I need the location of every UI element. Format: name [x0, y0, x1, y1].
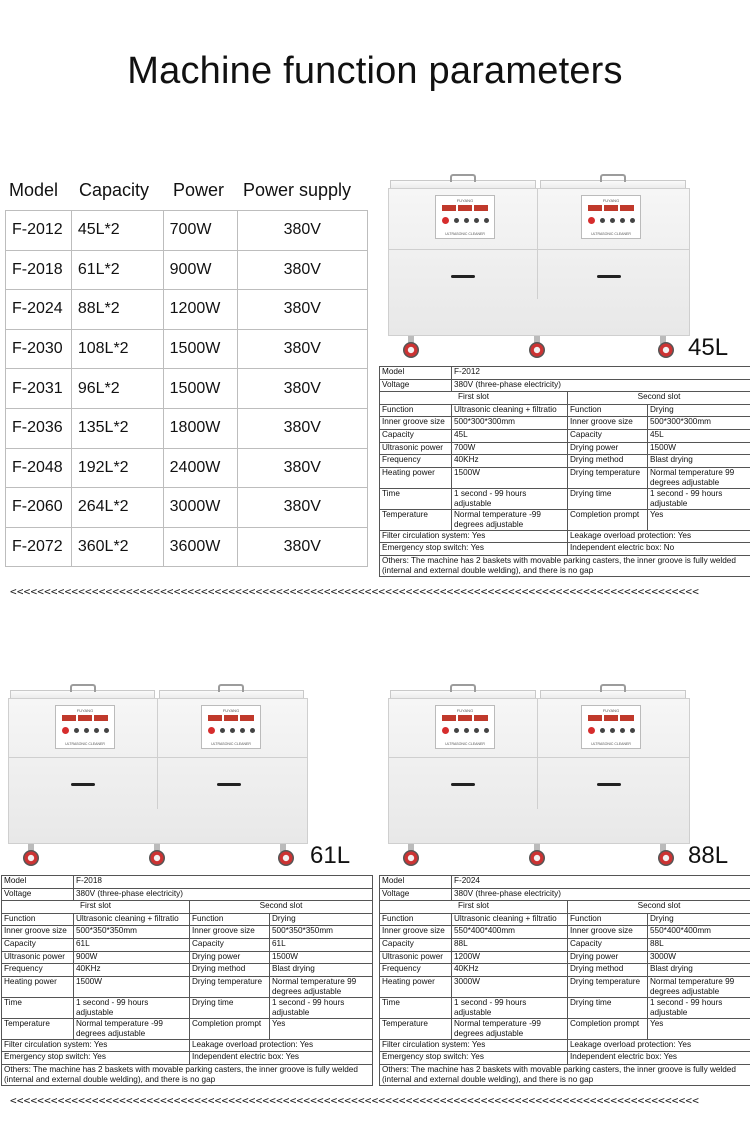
table-row [380, 442, 750, 455]
caster-wheel-icon [23, 850, 39, 866]
spec-value: Yes [648, 1018, 750, 1039]
spec-value: Blast drying [648, 455, 750, 468]
spec-label: Drying method [190, 964, 270, 977]
spec-value: Normal temperature -99 degrees adjustable [452, 1018, 568, 1039]
table-row [2, 997, 373, 1018]
panel-brand: FUYANG [602, 708, 620, 713]
capacity-value: 45L [452, 429, 568, 442]
table-row [2, 913, 373, 926]
table-row [380, 951, 750, 964]
function-label: Function [568, 404, 648, 417]
panel-caption: ULTRASONIC CLEANER [591, 232, 631, 236]
leakage-text: Leakage overload protection: Yes [568, 530, 750, 543]
voltage-value: 380V (three-phase electricity) [74, 888, 373, 901]
cell-power: 1500W [163, 369, 237, 409]
spec-value: Yes [648, 509, 750, 530]
table-row [2, 964, 373, 977]
section-separator: <<<<<<<<<<<<<<<<<<<<<<<<<<<<<<<<<<<<<<<<<<<<<<<<<<<<<<<<<<<<<<<<<<<<<<<<<<<<<<<<<<<<<<<<<<<<<<<<<<<<< [10, 1094, 700, 1107]
table-row [2, 876, 373, 889]
table-row [380, 429, 750, 442]
voltage-value: 380V (three-phase electricity) [452, 379, 750, 392]
spec-label: Ultrasonic power [2, 951, 74, 964]
spec-label: Heating power [380, 467, 452, 488]
voltage-value: 380V (three-phase electricity) [452, 888, 750, 901]
caster-wheel-icon [278, 850, 294, 866]
table-row [380, 901, 750, 914]
capacity-label: Capacity [568, 938, 648, 951]
model-label: Model [380, 876, 452, 889]
cell-power-supply: 380V [237, 408, 367, 448]
spec-label: Frequency [2, 964, 74, 977]
panel-caption: ULTRASONIC CLEANER [591, 742, 631, 746]
spec-label: Drying temperature [568, 467, 648, 488]
others-text: Others: The machine has 2 baskets with movable parking casters, the inner groove is fully welded (internal and external double welding), and there is no gap [380, 1064, 750, 1085]
spec-label: Drying power [190, 951, 270, 964]
spec-label: Heating power [2, 976, 74, 997]
spec-value: 40KHz [452, 455, 568, 468]
cell-model: F-2031 [6, 369, 72, 409]
spec-value: Normal temperature -99 degrees adjustable [452, 509, 568, 530]
panel-caption: ULTRASONIC CLEANER [445, 742, 485, 746]
second-slot-header: Second slot [568, 392, 750, 405]
cell-power: 3600W [163, 527, 237, 567]
spec-label: Drying time [568, 488, 648, 509]
table-row [2, 888, 373, 901]
table-row [2, 1052, 373, 1065]
spec-value: 1 second - 99 hours adjustable [452, 997, 568, 1018]
spec-label: Time [380, 997, 452, 1018]
table-row [380, 367, 750, 380]
spec-value: Yes [270, 1018, 373, 1039]
spec-label: Completion prompt [190, 1018, 270, 1039]
models-table [5, 170, 368, 567]
capacity-label: Capacity [380, 429, 452, 442]
spec-value: 700W [452, 442, 568, 455]
panel-caption: ULTRASONIC CLEANER [211, 742, 251, 746]
control-panel [201, 705, 261, 749]
leakage-text: Leakage overload protection: Yes [190, 1039, 373, 1052]
page-title: Machine function parameters [127, 50, 623, 92]
spec-value: Normal temperature 99 degrees adjustable [270, 976, 373, 997]
control-panel [435, 705, 495, 749]
models-table-body [5, 210, 368, 567]
header-power: Power [173, 179, 225, 200]
spec-label: Time [380, 488, 452, 509]
function-label: Function [568, 913, 648, 926]
estop-text: Emergency stop switch: Yes [380, 1052, 568, 1065]
cell-power: 700W [163, 211, 237, 251]
cell-power-supply: 380V [237, 211, 367, 251]
function-label: Function [380, 404, 452, 417]
table-row [6, 369, 368, 409]
leakage-text: Leakage overload protection: Yes [568, 1039, 750, 1052]
table-row [6, 488, 368, 528]
table-row [2, 926, 373, 939]
table-row [380, 404, 750, 417]
machine-image-61l [8, 690, 308, 866]
cell-model: F-2036 [6, 408, 72, 448]
cell-model: F-2012 [6, 211, 72, 251]
function-value: Drying [270, 913, 373, 926]
capacity-label: Capacity [380, 938, 452, 951]
table-row [2, 1064, 373, 1085]
table-row [380, 938, 750, 951]
cell-capacity: 264L*2 [71, 488, 163, 528]
model-value: F-2018 [74, 876, 373, 889]
spec-label: Temperature [380, 1018, 452, 1039]
table-row [380, 392, 750, 405]
spec-label: Drying method [568, 455, 648, 468]
panel-caption: ULTRASONIC CLEANER [445, 232, 485, 236]
caster-wheel-icon [529, 850, 545, 866]
second-slot-header: Second slot [568, 901, 750, 914]
spec-value: 1500W [452, 467, 568, 488]
spec-value: Normal temperature 99 degrees adjustable [648, 976, 750, 997]
groove-value: 500*350*350mm [74, 926, 190, 939]
table-row [6, 290, 368, 330]
cell-model: F-2018 [6, 250, 72, 290]
model-value: F-2012 [452, 367, 750, 380]
model-value: F-2024 [452, 876, 750, 889]
capacity-label: Capacity [568, 429, 648, 442]
spec-label: Drying temperature [190, 976, 270, 997]
spec-table-88l [379, 875, 750, 1086]
cell-power: 3000W [163, 488, 237, 528]
caster-wheel-icon [149, 850, 165, 866]
table-row [2, 1039, 373, 1052]
cell-model: F-2060 [6, 488, 72, 528]
machine-image-45l [388, 180, 690, 358]
caster-wheel-icon [403, 850, 419, 866]
table-row [380, 926, 750, 939]
cell-power-supply: 380V [237, 488, 367, 528]
spec-label: Heating power [380, 976, 452, 997]
capacity-value: 88L [648, 938, 750, 951]
others-text: Others: The machine has 2 baskets with movable parking casters, the inner groove is fully welded (internal and external double welding), and there is no gap [380, 555, 750, 576]
table-row [6, 250, 368, 290]
function-value: Drying [648, 404, 750, 417]
spec-label: Completion prompt [568, 1018, 648, 1039]
spec-value: 1200W [452, 951, 568, 964]
spec-value: 1 second - 99 hours adjustable [648, 488, 750, 509]
spec-label: Ultrasonic power [380, 951, 452, 964]
function-value: Ultrasonic cleaning + filtratio [74, 913, 190, 926]
table-row [6, 329, 368, 369]
section-separator: <<<<<<<<<<<<<<<<<<<<<<<<<<<<<<<<<<<<<<<<<<<<<<<<<<<<<<<<<<<<<<<<<<<<<<<<<<<<<<<<<<<<<<<<<<<<<<<<<<<<< [10, 585, 700, 598]
table-row [380, 543, 750, 556]
panel-brand: FUYANG [602, 198, 620, 203]
volume-label: 61L [310, 842, 351, 869]
function-label: Function [190, 913, 270, 926]
table-row [380, 876, 750, 889]
cell-power-supply: 380V [237, 329, 367, 369]
function-value: Drying [648, 913, 750, 926]
volume-label: 88L [688, 842, 729, 869]
second-slot-header: Second slot [190, 901, 373, 914]
panel-brand: FUYANG [222, 708, 240, 713]
filter-text: Filter circulation system: Yes [380, 1039, 568, 1052]
cell-power: 1200W [163, 290, 237, 330]
spec-table-45l [379, 366, 750, 577]
spec-value: Blast drying [648, 964, 750, 977]
table-row [6, 211, 368, 251]
table-row [380, 467, 750, 488]
cell-power-supply: 380V [237, 250, 367, 290]
spec-value: 1 second - 99 hours adjustable [452, 488, 568, 509]
capacity-label: Capacity [2, 938, 74, 951]
table-row [380, 530, 750, 543]
volume-label: 45L [688, 334, 729, 361]
voltage-label: Voltage [380, 888, 452, 901]
panel-brand: FUYANG [456, 198, 474, 203]
voltage-label: Voltage [380, 379, 452, 392]
cell-power-supply: 380V [237, 448, 367, 488]
spec-value: 3000W [648, 951, 750, 964]
control-panel [581, 195, 641, 239]
models-table-header [5, 170, 368, 210]
header-model: Model [9, 179, 59, 200]
cell-power: 1500W [163, 329, 237, 369]
table-row [380, 964, 750, 977]
model-label: Model [380, 367, 452, 380]
table-row [2, 1018, 373, 1039]
table-row [2, 951, 373, 964]
cell-model: F-2030 [6, 329, 72, 369]
groove-value: 500*300*300mm [452, 417, 568, 430]
capacity-value: 61L [74, 938, 190, 951]
cell-power: 2400W [163, 448, 237, 488]
table-row [380, 555, 750, 576]
spec-value: Normal temperature -99 degrees adjustable [74, 1018, 190, 1039]
spec-value: 900W [74, 951, 190, 964]
table-row [380, 1039, 750, 1052]
capacity-value: 45L [648, 429, 750, 442]
control-panel [581, 705, 641, 749]
spec-table-61l [1, 875, 373, 1086]
caster-wheel-icon [403, 342, 419, 358]
spec-label: Drying method [568, 964, 648, 977]
cell-capacity: 88L*2 [71, 290, 163, 330]
table-row [380, 509, 750, 530]
spec-label: Drying power [568, 951, 648, 964]
capacity-value: 61L [270, 938, 373, 951]
model-label: Model [2, 876, 74, 889]
filter-text: Filter circulation system: Yes [380, 530, 568, 543]
cell-power: 1800W [163, 408, 237, 448]
table-row [380, 488, 750, 509]
cell-power-supply: 380V [237, 290, 367, 330]
spec-value: Normal temperature 99 degrees adjustable [648, 467, 750, 488]
groove-value: 550*400*400mm [648, 926, 750, 939]
first-slot-header: First slot [2, 901, 190, 914]
spec-label: Frequency [380, 455, 452, 468]
cell-capacity: 135L*2 [71, 408, 163, 448]
table-row [2, 938, 373, 951]
spec-label: Temperature [380, 509, 452, 530]
panel-brand: FUYANG [456, 708, 474, 713]
control-panel [55, 705, 115, 749]
groove-label: Inner groove size [568, 926, 648, 939]
panel-brand: FUYANG [76, 708, 94, 713]
first-slot-header: First slot [380, 901, 568, 914]
spec-label: Drying time [568, 997, 648, 1018]
groove-label: Inner groove size [568, 417, 648, 430]
electric-box-text: Independent electric box: Yes [568, 1052, 750, 1065]
spec-value: 1 second - 99 hours adjustable [648, 997, 750, 1018]
spec-label: Ultrasonic power [380, 442, 452, 455]
cell-capacity: 96L*2 [71, 369, 163, 409]
cell-capacity: 45L*2 [71, 211, 163, 251]
spec-value: 1 second - 99 hours adjustable [270, 997, 373, 1018]
table-row [380, 976, 750, 997]
function-label: Function [2, 913, 74, 926]
groove-value: 500*300*300mm [648, 417, 750, 430]
spec-label: Drying temperature [568, 976, 648, 997]
spec-label: Temperature [2, 1018, 74, 1039]
machine-image-88l [388, 690, 690, 866]
spec-value: 1 second - 99 hours adjustable [74, 997, 190, 1018]
capacity-label: Capacity [190, 938, 270, 951]
function-value: Ultrasonic cleaning + filtratio [452, 404, 568, 417]
table-row [6, 527, 368, 567]
caster-wheel-icon [658, 342, 674, 358]
first-slot-header: First slot [380, 392, 568, 405]
groove-value: 550*400*400mm [452, 926, 568, 939]
estop-text: Emergency stop switch: Yes [380, 543, 568, 556]
groove-label: Inner groove size [2, 926, 74, 939]
spec-label: Time [2, 997, 74, 1018]
spec-value: 3000W [452, 976, 568, 997]
table-row [380, 455, 750, 468]
cell-capacity: 108L*2 [71, 329, 163, 369]
estop-text: Emergency stop switch: Yes [2, 1052, 190, 1065]
cell-power-supply: 380V [237, 369, 367, 409]
voltage-label: Voltage [2, 888, 74, 901]
caster-wheel-icon [658, 850, 674, 866]
spec-value: 40KHz [452, 964, 568, 977]
spec-label: Drying time [190, 997, 270, 1018]
table-row [380, 997, 750, 1018]
table-row [380, 888, 750, 901]
function-label: Function [380, 913, 452, 926]
table-row [380, 1018, 750, 1039]
table-row [380, 913, 750, 926]
spec-label: Drying power [568, 442, 648, 455]
table-row [6, 408, 368, 448]
spec-value: 1500W [270, 951, 373, 964]
caster-wheel-icon [529, 342, 545, 358]
control-panel [435, 195, 495, 239]
panel-caption: ULTRASONIC CLEANER [65, 742, 105, 746]
cell-model: F-2024 [6, 290, 72, 330]
filter-text: Filter circulation system: Yes [2, 1039, 190, 1052]
cell-capacity: 61L*2 [71, 250, 163, 290]
cell-model: F-2048 [6, 448, 72, 488]
table-row [380, 1052, 750, 1065]
electric-box-text: Independent electric box: Yes [190, 1052, 373, 1065]
groove-value: 500*350*350mm [270, 926, 373, 939]
spec-value: Blast drying [270, 964, 373, 977]
table-row [380, 1064, 750, 1085]
header-capacity: Capacity [79, 179, 150, 200]
cell-capacity: 360L*2 [71, 527, 163, 567]
groove-label: Inner groove size [380, 926, 452, 939]
spec-value: 1500W [74, 976, 190, 997]
cell-power: 900W [163, 250, 237, 290]
table-row [6, 448, 368, 488]
groove-label: Inner groove size [190, 926, 270, 939]
cell-capacity: 192L*2 [71, 448, 163, 488]
spec-value: 1500W [648, 442, 750, 455]
function-value: Ultrasonic cleaning + filtratio [452, 913, 568, 926]
capacity-value: 88L [452, 938, 568, 951]
others-text: Others: The machine has 2 baskets with movable parking casters, the inner groove is fully welded (internal and external double welding), and there is no gap [2, 1064, 373, 1085]
table-row [2, 976, 373, 997]
groove-label: Inner groove size [380, 417, 452, 430]
table-row [380, 379, 750, 392]
spec-label: Frequency [380, 964, 452, 977]
table-row [380, 417, 750, 430]
spec-label: Completion prompt [568, 509, 648, 530]
cell-model: F-2072 [6, 527, 72, 567]
spec-value: 40KHz [74, 964, 190, 977]
cell-power-supply: 380V [237, 527, 367, 567]
electric-box-text: Independent electric box: No [568, 543, 750, 556]
table-row [2, 901, 373, 914]
header-power-supply: Power supply [243, 179, 352, 200]
